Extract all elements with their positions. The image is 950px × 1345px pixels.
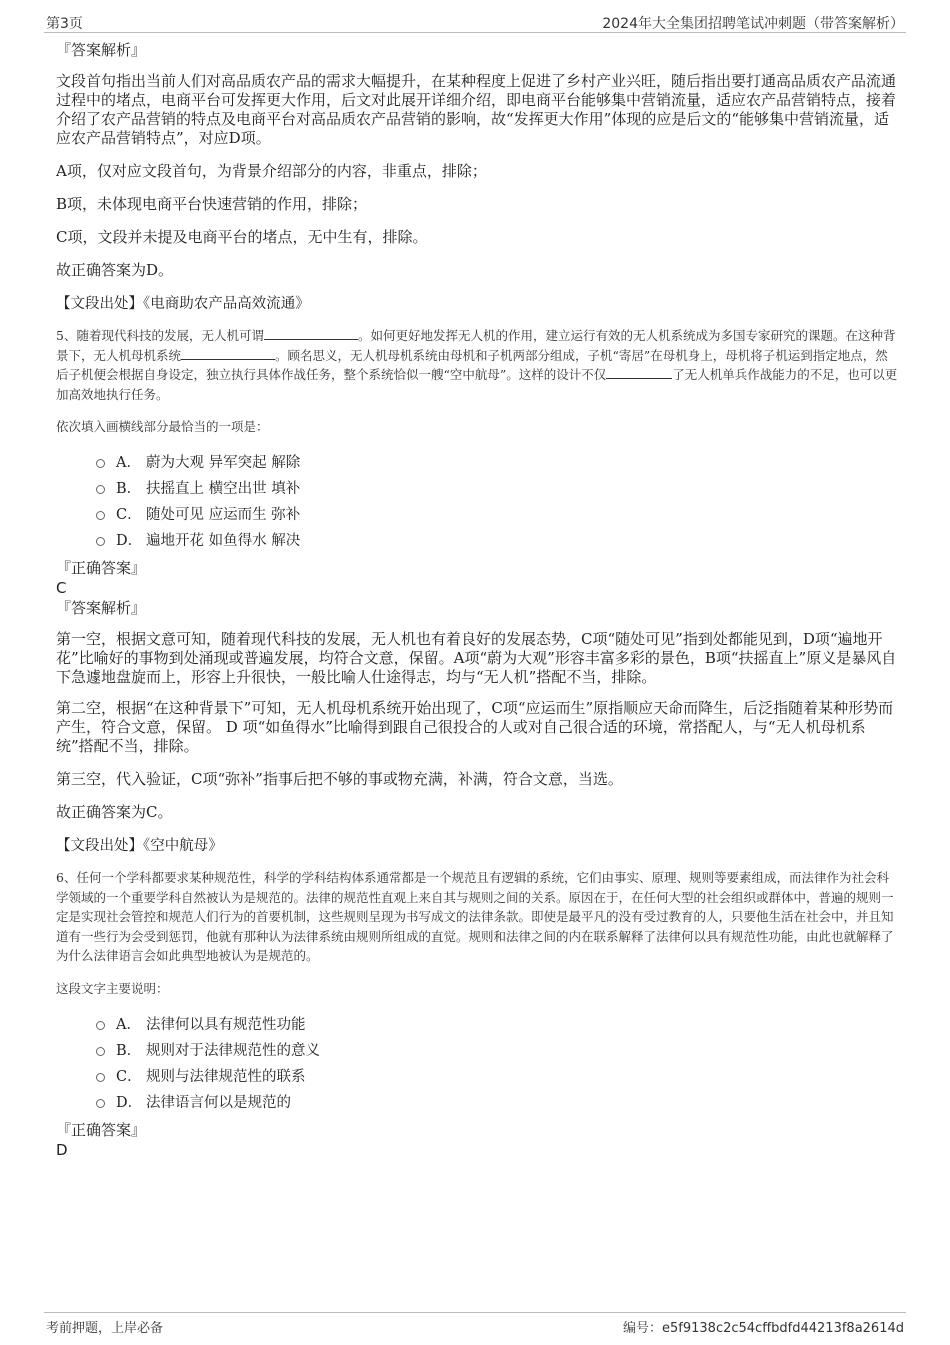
q5-prompt: 依次填入画横线部分最恰当的一项是： bbox=[56, 419, 269, 434]
q5-analysis-conclusion: 故正确答案为C。 bbox=[56, 803, 173, 821]
q5-answer-label: 『正确答案』 bbox=[56, 559, 147, 577]
option-text: 法律何以具有规范性功能 bbox=[146, 1016, 306, 1033]
q4-analysis-option-c: C项，文段并未提及电商平台的堵点，无中生有，排除。 bbox=[56, 228, 428, 246]
footer-slogan: 考前押题，上岸必备 bbox=[46, 1321, 164, 1336]
q5-analysis-blank-1: 第一空，根据文意可知，随着现代科技的发展，无人机也有着良好的发展态势，C项“随处可见”指到处都能见到，D项“遍地开花”比喻好的事物到处涌现或普遍发展，均符合文意，保留。A项“蔚为大观”形容丰富多彩的景色，B项“扶摇直上”原义是暴风自下急遽地盘旋而上，形容上升很快，一般比喻人仕途得志，均与“无人机”搭配不当，排除。 bbox=[56, 630, 897, 686]
page-header bbox=[44, 10, 906, 33]
q5-blank-3 bbox=[606, 366, 672, 379]
option-letter: B． bbox=[116, 481, 142, 497]
radio-button[interactable] bbox=[96, 1047, 105, 1056]
q6-option-c[interactable] bbox=[96, 1064, 898, 1090]
q5-option-a[interactable] bbox=[96, 450, 898, 476]
radio-button[interactable] bbox=[96, 511, 105, 520]
document-id: 编号：e5f9138c2c54cffbdfd44213f8a2614d bbox=[623, 1321, 904, 1336]
q5-option-b[interactable] bbox=[96, 476, 898, 502]
page-footer bbox=[44, 1312, 906, 1337]
q5-analysis-blank-3: 第三空，代入验证，C项“弥补”指事后把不够的事或物充满，补满，符合文意，当选。 bbox=[56, 770, 623, 788]
option-letter: C． bbox=[116, 507, 142, 523]
option-text: 规则与法律规范性的联系 bbox=[146, 1068, 306, 1085]
q4-analysis-option-a: A项，仅对应文段首句，为背景介绍部分的内容，非重点，排除； bbox=[56, 162, 487, 180]
q6-options bbox=[96, 1012, 898, 1116]
radio-button[interactable] bbox=[96, 459, 105, 468]
radio-button[interactable] bbox=[96, 485, 105, 494]
option-text: 遍地开花 如鱼得水 解决 bbox=[146, 533, 301, 549]
radio-button[interactable] bbox=[96, 1073, 105, 1082]
radio-button[interactable] bbox=[96, 1099, 105, 1108]
q5-options bbox=[96, 450, 898, 554]
q6-prompt: 这段文字主要说明： bbox=[56, 980, 169, 996]
option-letter: B． bbox=[116, 1042, 142, 1059]
radio-button[interactable] bbox=[96, 1021, 105, 1030]
option-text: 随处可见 应运而生 弥补 bbox=[146, 507, 301, 523]
q6-answer: D bbox=[56, 1140, 68, 1159]
document-body bbox=[56, 40, 898, 1160]
q5-analysis-blank-2: 第二空，根据“在这种背景下”可知，无人机母机系统开始出现了，C项“应运而生”原指顺应天命而降生，后泛指随着某种形势而产生，符合文意，保留。 D 项“如鱼得水”比喻得到跟自己很投合的人或对自己很合适的环境，常搭配人，与“无人机母机系统”搭配不当，排除。 bbox=[56, 699, 894, 755]
q5-stem-part-d: 了无人机单兵作战能力的不足，也可以更加高效地执行任务。 bbox=[56, 367, 898, 402]
q5-stem-part-b: 。如何更好地发挥无人机的作用，建立运行有效的无人机系统成为多国专家研究的课题。在这种背景下，无人机母机系统 bbox=[56, 328, 896, 363]
option-letter: D． bbox=[116, 1094, 143, 1111]
q5-answer: C bbox=[56, 579, 67, 597]
q5-option-c[interactable] bbox=[96, 502, 898, 528]
q4-source: 【文段出处】《电商助农产品高效流通》 bbox=[56, 296, 310, 312]
radio-button[interactable] bbox=[96, 537, 105, 546]
option-letter: A． bbox=[116, 455, 141, 471]
q4-analysis-paragraph: 文段首句指出当前人们对高品质农产品的需求大幅提升，在某种程度上促进了乡村产业兴旺，随后指出要打通高品质农产品流通过程中的堵点，电商平台可发挥更大作用，后文对此展开详细介绍，即电商平台能够集中营销流量，适应农产品营销特点，接着介绍了农产品营销的特点及电商平台对高品质农产品营销的影响，故“发挥更大作用”体现的应是后文的“能够集中营销流量，适应农产品营销特点”，对应D项。 bbox=[56, 72, 897, 147]
option-text: 蔚为大观 异军突起 解除 bbox=[146, 455, 301, 471]
q5-analysis-label: 『答案解析』 bbox=[56, 599, 147, 617]
q6-answer-label: 『正确答案』 bbox=[56, 1120, 147, 1139]
option-text: 扶摇直上 横空出世 填补 bbox=[146, 481, 301, 497]
q5-blank-1 bbox=[264, 327, 358, 340]
q5-stem bbox=[56, 326, 898, 404]
q6-stem: 6、任何一个学科都要求某种规范性，科学的学科结构体系通常都是一个规范且有逻辑的系统，它们由事实、原理、规则等要素组成，而法律作为社会科学领域的一个重要学科自然被认为是规范的。法律的规范性直观上来自其与规则之间的关系。原因在于，在任何大型的社会组织或群体中，普遍的规则一定是实现社会管控和规范人们行为的首要机制，这些规则呈现为书写成文的法律条款。即使是最平凡的没有受过教育的人，只要他生活在社会中，并且知道有一些行为会受到惩罚，他就有那种认为法律系统由规则所组成的直觉。规则和法律之间的内在联系解释了法律何以具有规范性功能，由此也就解释了为什么法律语言会如此典型地被认为是规范的。 bbox=[56, 870, 894, 963]
option-letter: C． bbox=[116, 1068, 142, 1085]
q4-analysis-conclusion: 故正确答案为D。 bbox=[56, 261, 174, 279]
q5-blank-2 bbox=[181, 347, 275, 360]
document-title: 2024年大全集团招聘笔试冲刺题（带答案解析） bbox=[602, 16, 904, 32]
option-text: 规则对于法律规范性的意义 bbox=[146, 1042, 320, 1059]
q6-option-b[interactable] bbox=[96, 1038, 898, 1064]
page-number: 第3页 bbox=[46, 16, 83, 32]
q5-source: 【文段出处】《空中航母》 bbox=[56, 838, 223, 854]
option-text: 法律语言何以是规范的 bbox=[146, 1094, 291, 1111]
q5-option-d[interactable] bbox=[96, 528, 898, 554]
option-letter: A． bbox=[116, 1016, 141, 1033]
q4-analysis-option-b: B项，未体现电商平台快速营销的作用，排除； bbox=[56, 195, 368, 213]
q5-stem-part-c: 。顾名思义，无人机母机系统由母机和子机两部分组成，子机“寄居”在母机身上，母机将子机运到指定地点，然后子机便会根据自身设定，独立执行具体作战任务，整个系统恰似一艘“空中航母”。这样的设计不仅 bbox=[56, 347, 888, 382]
q5-stem-part-a: 5、随着现代科技的发展，无人机可谓 bbox=[56, 328, 264, 343]
q6-option-a[interactable] bbox=[96, 1012, 898, 1038]
q4-analysis-label: 『答案解析』 bbox=[56, 41, 147, 59]
option-letter: D． bbox=[116, 533, 143, 549]
q6-option-d[interactable] bbox=[96, 1090, 898, 1116]
